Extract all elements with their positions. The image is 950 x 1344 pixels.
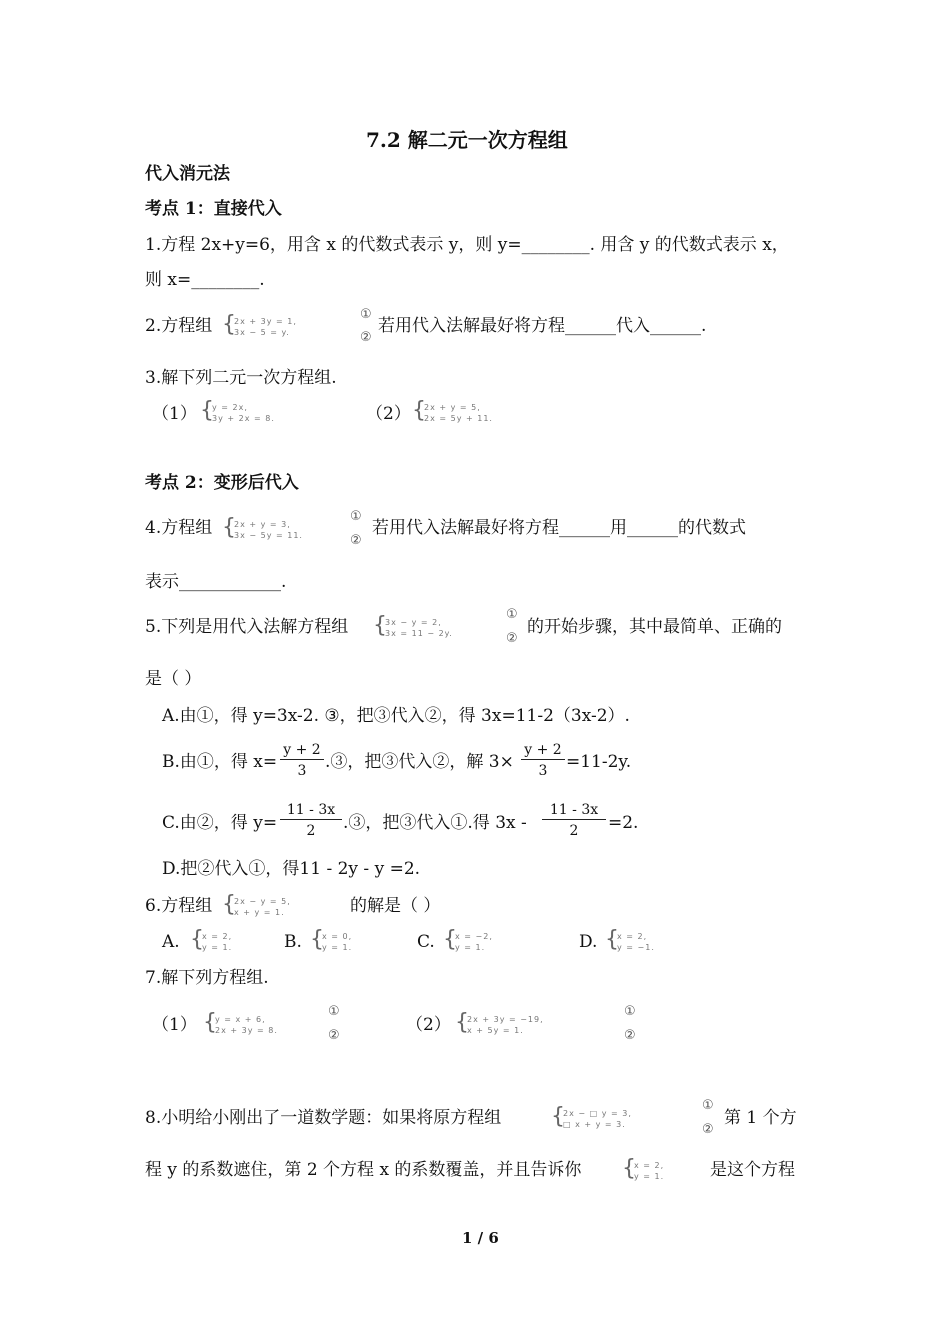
question-7-text: 7.解下列方程组. xyxy=(145,968,269,988)
question-7-part-1-label: （1） xyxy=(152,1015,197,1035)
option-b-system: { x = 0, y = 1. xyxy=(310,927,353,952)
circle-2-label: ② xyxy=(328,1028,340,1043)
question-6-text: 的解是（ ） xyxy=(350,896,441,916)
question-3-part-1-label: （1） xyxy=(152,404,197,424)
question-7-system-2: { 2x + 3y = −19, x + 5y = 1. xyxy=(455,1010,544,1035)
equation-1: 2x + y = 3, xyxy=(234,520,291,529)
question-6-equation-system: { 2x − y = 5, x + y = 1. xyxy=(222,892,291,917)
question-6-label: 6.方程组 xyxy=(145,896,213,916)
denominator: 3 xyxy=(538,763,548,779)
circle-1-label: ① xyxy=(328,1004,340,1019)
question-2-text: 若用代入法解最好将方程______代入______. xyxy=(378,316,707,336)
question-7-system-1: { y = x + 6, 2x + 3y = 8. xyxy=(203,1010,278,1035)
question-8-line-2: 程 y 的系数遮住，第 2 个方程 x 的系数覆盖，并且告诉你 xyxy=(145,1160,582,1180)
question-1-line-2: 则 x=________. xyxy=(145,270,265,290)
fraction-b-1 xyxy=(280,741,324,782)
question-4-line-2: 表示____________. xyxy=(145,572,287,592)
equation-2: 2x + 3y = 8. xyxy=(215,1026,278,1035)
option-a: A.由①，得 y=3x-2. ③，把③代入②，得 3x=11-2（3x-2）. xyxy=(162,706,630,726)
denominator: 3 xyxy=(297,763,307,779)
equation-1: x = 0, xyxy=(322,932,353,941)
equation-2: 3x = 11 − 2y. xyxy=(385,629,453,638)
equation-1: y = x + 6, xyxy=(215,1015,266,1024)
circle-2-label: ② xyxy=(506,631,518,646)
equation-2: 2x = 5y + 11. xyxy=(424,414,493,423)
question-5-equation-system: { 3x − y = 2, 3x = 11 − 2y. xyxy=(373,613,453,638)
question-4-label: 4.方程组 xyxy=(145,518,213,538)
circle-1-label: ① xyxy=(360,307,372,322)
circle-2-label: ② xyxy=(702,1122,714,1137)
equation-1: y = 2x, xyxy=(212,403,248,412)
equation-1: x = 2, xyxy=(634,1161,665,1170)
question-4-text: 若用代入法解最好将方程______用______的代数式 xyxy=(372,518,746,538)
option-b-part-1: B.由①，得 x= xyxy=(162,752,278,772)
question-8-solution-system: { x = 2, y = 1. xyxy=(622,1156,665,1181)
denominator: 2 xyxy=(306,823,316,839)
numerator: 11 - 3x xyxy=(542,801,606,820)
question-2-equation-system: { 2x + 3y = 1, 3x − 5 = y. xyxy=(222,312,297,337)
equation-2: y = 1. xyxy=(634,1172,665,1181)
question-3-part-2-label: （2） xyxy=(366,404,411,424)
question-2-label: 2.方程组 xyxy=(145,316,213,336)
option-b-label: B. xyxy=(284,932,302,952)
keypoint-1-heading: 考点 1：直接代入 xyxy=(145,199,282,219)
circle-1-label: ① xyxy=(624,1004,636,1019)
option-c-part-1: C.由②，得 y= xyxy=(162,813,278,833)
equation-2: 3x − 5 = y. xyxy=(234,328,290,337)
option-b-part-3: =11-2y. xyxy=(566,752,632,772)
equation-2: y = −1. xyxy=(617,943,655,952)
numerator: y + 2 xyxy=(280,741,324,760)
option-d-label: D. xyxy=(579,932,598,952)
equation-1: 2x − □ y = 3, xyxy=(563,1109,632,1118)
question-8-text: 第 1 个方 xyxy=(724,1108,797,1128)
circle-2-label: ② xyxy=(350,533,362,548)
equation-1: 2x + 3y = −19, xyxy=(467,1015,544,1024)
equation-1: x = 2, xyxy=(202,932,233,941)
option-d-system: { x = 2, y = −1. xyxy=(605,927,655,952)
question-5-line-2: 是（ ） xyxy=(145,669,202,689)
question-3-system-2: { 2x + y = 5, 2x = 5y + 11. xyxy=(412,398,493,423)
equation-2: y = 1. xyxy=(202,943,233,952)
option-d: D.把②代入①，得11 - 2y - y =2. xyxy=(162,859,421,879)
question-7-part-2-label: （2） xyxy=(406,1015,451,1035)
option-a-label: A. xyxy=(162,932,180,952)
equation-1: 2x − y = 5, xyxy=(234,897,291,906)
fraction-b-2 xyxy=(521,741,565,782)
page-number: 1 / 6 xyxy=(462,1229,499,1247)
equation-2: y = 1. xyxy=(455,943,486,952)
equation-2: y = 1. xyxy=(322,943,353,952)
question-4-equation-system: { 2x + y = 3, 3x − 5y = 11. xyxy=(222,515,303,540)
fraction-c-2 xyxy=(542,801,606,842)
equation-1: 2x + 3y = 1, xyxy=(234,317,297,326)
keypoint-2-heading: 考点 2：变形后代入 xyxy=(145,473,299,493)
question-3-system-1: { y = 2x, 3y + 2x = 8. xyxy=(200,398,275,423)
question-8-equation-system: { 2x − □ y = 3, □ x + y = 3. xyxy=(551,1104,632,1129)
equation-2: x + 5y = 1. xyxy=(467,1026,524,1035)
question-8-label: 8.小明给小刚出了一道数学题：如果将原方程组 xyxy=(145,1108,502,1128)
question-8-line-2-tail: 是这个方程 xyxy=(710,1160,795,1180)
equation-2: 3y + 2x = 8. xyxy=(212,414,275,423)
equation-1: 3x − y = 2, xyxy=(385,618,442,627)
equation-1: x = 2, xyxy=(617,932,648,941)
equation-1: x = −2, xyxy=(455,932,493,941)
section-heading: 代入消元法 xyxy=(145,164,230,184)
option-a-system: { x = 2, y = 1. xyxy=(190,927,233,952)
circle-1-label: ① xyxy=(506,607,518,622)
numerator: 11 - 3x xyxy=(280,801,342,820)
circle-2-label: ② xyxy=(360,330,372,345)
numerator: y + 2 xyxy=(521,741,565,760)
page-title: 7.2 解二元一次方程组 xyxy=(366,128,568,152)
equation-2: □ x + y = 3. xyxy=(563,1120,626,1129)
question-5-text: 的开始步骤，其中最简单、正确的 xyxy=(527,617,782,637)
option-c-part-2: .③，把③代入①.得 3x - xyxy=(343,813,527,833)
option-c-part-3: =2. xyxy=(608,813,639,833)
option-c-label: C. xyxy=(417,932,435,952)
equation-2: x + y = 1. xyxy=(234,908,285,917)
denominator: 2 xyxy=(569,823,579,839)
equation-2: 3x − 5y = 11. xyxy=(234,531,303,540)
equation-1: 2x + y = 5, xyxy=(424,403,481,412)
question-3-text: 3.解下列二元一次方程组. xyxy=(145,368,337,388)
circle-1-label: ① xyxy=(702,1098,714,1113)
question-5-label: 5.下列是用代入法解方程组 xyxy=(145,617,349,637)
question-1-line-1: 1.方程 2x+y=6，用含 x 的代数式表示 y，则 y=________. 用含 y 的代数式表示 x， xyxy=(145,235,789,255)
circle-2-label: ② xyxy=(624,1028,636,1043)
option-b-part-2: .③，把③代入②，解 3× xyxy=(325,752,514,772)
fraction-c-1 xyxy=(280,801,342,842)
circle-1-label: ① xyxy=(350,509,362,524)
option-c-system: { x = −2, y = 1. xyxy=(443,927,493,952)
